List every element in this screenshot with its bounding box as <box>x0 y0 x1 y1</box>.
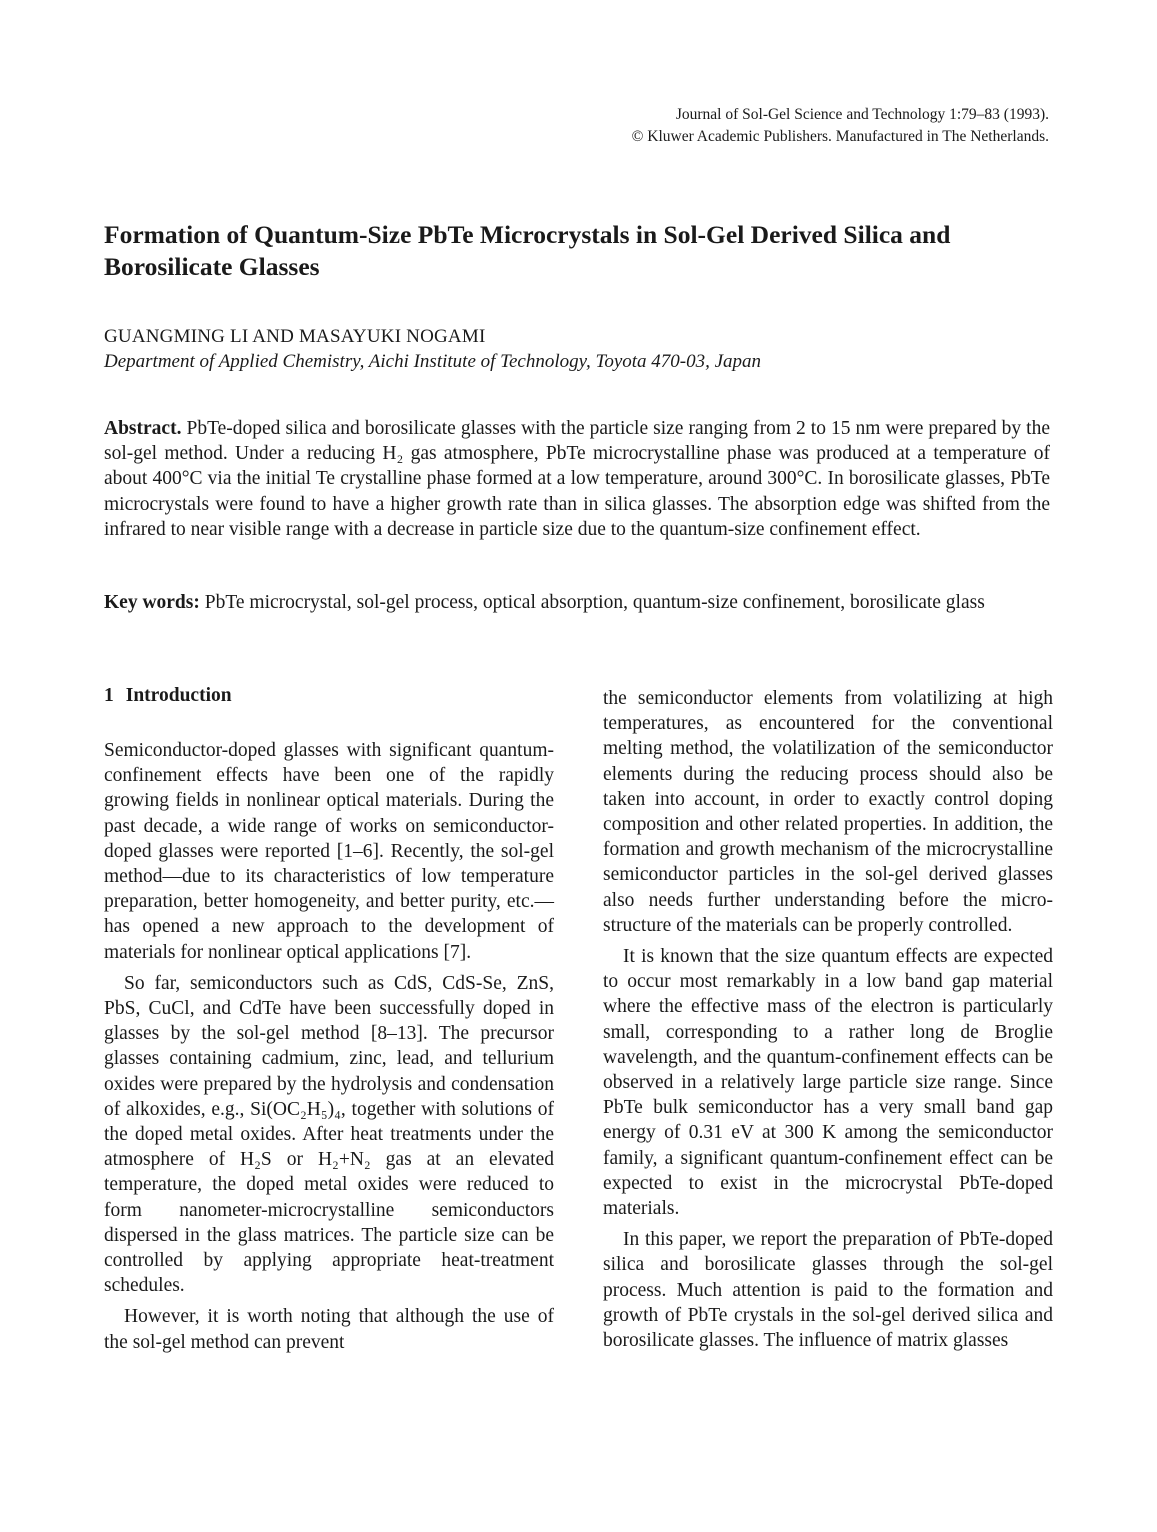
section-title: Introduction <box>125 685 232 706</box>
right-column <box>603 686 1053 1359</box>
body-paragraph: So far, semiconductors such as CdS, CdS-Se, ZnS, PbS, CuCl, and CdTe have been successfully doped in glasses by the sol-gel method [8–13]. The precursor glasses containing cadmium, zinc, lead, and tellurium oxides were prepared by the hydrolysis and condensation of alkoxides, e.g., Si(OC₂H₅)₄, together with solutions of the doped metal oxides. After heat treatments under the atmosphere of H₂S or H₂+N₂ gas at an elevated temperature, the doped metal oxides were reduced to form nanometer-microcrystalline semiconductors dispersed in the glass matrices. The particle size can be controlled by applying appropriate heat-treatment schedules. <box>104 972 554 1297</box>
keywords-text: PbTe microcrystal, sol-gel process, optical absorption, quantum-size confinement, borosilicate glass <box>204 592 985 613</box>
body-paragraph: It is known that the size quantum effects are expected to occur most remarkably in a low band gap material where the effective mass of the electron is particularly small, corresponding to a rather long de Broglie wavelength, and the quantum-confinement effects can be observed in a relatively large particle size range. Since PbTe bulk semiconductor has a very small band gap energy of 0.31 eV at 300 K among the semiconductor family, a significant quantum-confinement effect can be expected to exist in the microcrystal PbTe-doped materials. <box>603 946 1053 1220</box>
publisher-line: © Kluwer Academic Publishers. Manufactured in The Netherlands. <box>631 128 1049 145</box>
left-column <box>104 683 554 1361</box>
abstract <box>104 416 1050 542</box>
body-paragraph: However, it is worth noting that although the use of the sol-gel method can prevent <box>104 1306 554 1353</box>
keywords-label: Key words: <box>104 592 200 613</box>
body-paragraph: the semiconductor elements from volatilizing at high temperatures, as encountered for the conventional melting method, the volatilization of the semiconductor elements during the reducing process should also be taken into account, in order to exactly control doping composition and other related properties. In addition, the formation and growth mechanism of the microcrystalline semiconductor particles in the sol-gel derived glasses also needs further understanding before the micro-structure of the materials can be properly controlled. <box>603 688 1053 936</box>
author-affiliation: Department of Applied Chemistry, Aichi Institute of Technology, Toyota 470-03, Japan <box>104 351 762 372</box>
journal-citation: Journal of Sol-Gel Science and Technology 1:79–83 (1993). <box>675 106 1049 123</box>
section-number: 1 <box>104 685 114 706</box>
journal-header <box>632 104 1049 148</box>
paper-title: Formation of Quantum-Size PbTe Microcrystals in Sol-Gel Derived Silica and Borosilicate Glasses <box>104 220 951 281</box>
abstract-label: Abstract. <box>104 418 182 439</box>
author-list: GUANGMING LI AND MASAYUKI NOGAMI <box>104 326 486 347</box>
body-paragraph: In this paper, we report the preparation of PbTe-doped silica and borosilicate glasses through the sol-gel process. Much attention is paid to the formation and growth of PbTe crystals in the sol-gel derived silica and borosilicate glasses. The influence of matrix glasses <box>603 1229 1053 1352</box>
body-paragraph: Semiconductor-doped glasses with significant quantum-confinement effects have been one of the rapidly growing fields in nonlinear optical materials. During the past decade, a wide range of works on semiconductor-doped glasses were reported [1–6]. Recently, the sol-gel method—due to its characteristics of low temperature preparation, better homogeneity, and better purity, etc.—has opened a new approach to the development of materials for nonlinear optical applications [7]. <box>104 740 554 963</box>
section-heading <box>104 683 554 708</box>
abstract-text: PbTe-doped silica and borosilicate glasses with the particle size ranging from 2 to 15 nm were prepared by the sol-gel method. Under a reducing H₂ gas atmosphere, PbTe microcrystalline phase was produced at a temperature of about 400°C via the initial Te crystalline phase formed at a low temperature, around 300°C. In borosilicate glasses, PbTe microcrystals were found to have a higher growth rate than in silica glasses. The absorption edge was shifted from the infrared to near visible range with a decrease in particle size due to the quantum-size confinement effect. <box>104 418 1050 540</box>
keywords <box>104 590 1050 615</box>
